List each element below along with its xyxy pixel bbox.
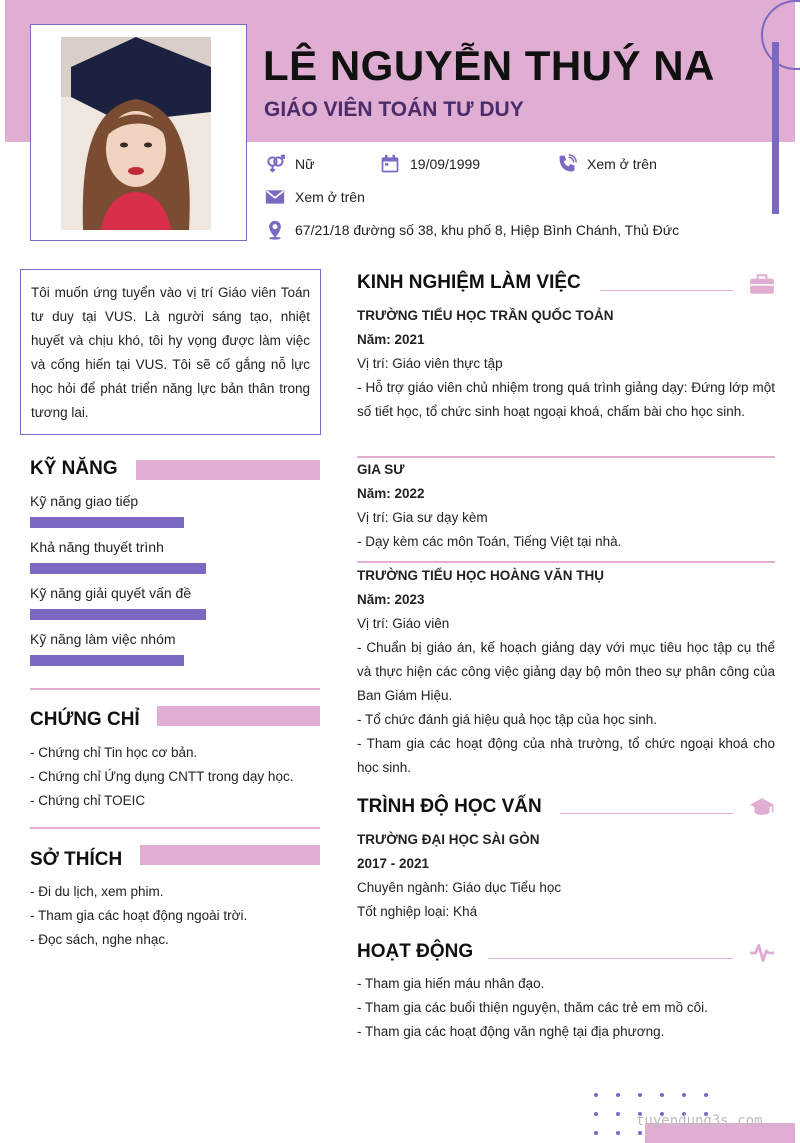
hobbies-title: SỞ THÍCH <box>30 849 123 870</box>
job-detail: - Chuẩn bị giáo án, kế hoạch giảng dạy với mục tiêu học tập cụ thể và thực hiện các công việc giảng dạy bộ môn theo sự phân công của Ban Giám Hiệu. <box>357 640 775 703</box>
job-organization: GIA SƯ <box>357 462 405 477</box>
email-value: Xem ở trên <box>295 189 365 205</box>
section-divider <box>30 688 320 690</box>
skill-label: Kỹ năng làm việc nhóm <box>30 631 176 647</box>
address-info <box>265 220 679 240</box>
birthday-value: 19/09/1999 <box>410 156 481 172</box>
job-position: Vị trí: Giáo viên thực tập <box>357 356 503 371</box>
watermark: tuyendung3s.com <box>636 1113 763 1129</box>
career-objective: Tôi muốn ứng tuyển vào vị trí Giáo viên Toán tư duy tại VUS. Là người sáng tạo, nhiệt huyết và chịu khó, tôi hy vọng được làm việc và cống hiến tại VUS. Tôi sẽ cố gắng nỗ lực học hỏi để phát triển năng lực bản thân trong tương lai. <box>20 269 321 435</box>
phone-value: Xem ở trên <box>587 156 657 172</box>
job-separator <box>357 561 775 563</box>
email-info <box>265 187 365 207</box>
activities-title: HOẠT ĐỘNG <box>357 941 474 962</box>
job-year: Năm: 2022 <box>357 486 425 501</box>
list-item: - Tham gia các hoạt động ngoài trời. <box>30 908 248 923</box>
job-year: Năm: 2021 <box>357 332 425 347</box>
skill-label: Khả năng thuyết trình <box>30 539 164 555</box>
list-item: - Tham gia các buổi thiện nguyện, thăm các trẻ em mồ côi. <box>357 1000 708 1015</box>
graduation-cap-icon <box>749 795 775 821</box>
skill-level-bar <box>30 655 184 666</box>
job-organization: TRƯỜNG TIỂU HỌC TRẦN QUỐC TOẢN <box>357 308 614 323</box>
gender-icon <box>265 154 285 174</box>
education-entry <box>357 828 775 924</box>
hobbies-list <box>30 880 320 952</box>
job-year: Năm: 2023 <box>357 592 425 607</box>
job-entry <box>357 564 775 780</box>
candidate-name: LÊ NGUYỄN THUÝ NA <box>263 42 715 89</box>
school-name: TRƯỜNG ĐẠI HỌC SÀI GÒN <box>357 832 540 847</box>
job-position: Vị trí: Giáo viên <box>357 616 450 631</box>
section-divider <box>30 827 320 829</box>
skills-title-bar <box>136 460 320 480</box>
list-item: - Chứng chỉ Ứng dụng CNTT trong dạy học. <box>30 769 294 784</box>
skill-level-bar <box>30 609 206 620</box>
job-detail: - Dạy kèm các môn Toán, Tiếng Việt tại nhà. <box>357 534 622 549</box>
list-item: - Chứng chỉ Tin học cơ bản. <box>30 745 198 760</box>
certificates-list <box>30 741 320 813</box>
list-item: - Tham gia các hoạt động văn nghệ tại địa phương. <box>357 1024 665 1039</box>
job-detail: - Hỗ trợ giáo viên chủ nhiệm trong quá trình giảng dạy: Đứng lớp một số tiết học, tổ chức sinh hoạt ngoại khoá, chấm bài cho học sinh. <box>357 380 775 419</box>
gender-value: Nữ <box>295 156 315 172</box>
skill-level-bar <box>30 563 206 574</box>
job-detail: - Tham gia các hoạt động của nhà trường, tổ chức ngoại khoá cho học sinh. <box>357 736 775 775</box>
location-pin-icon <box>265 220 285 240</box>
decorative-bar <box>772 42 779 214</box>
skill-label: Kỹ năng giải quyết vấn đề <box>30 585 192 601</box>
activities-title-line <box>488 958 733 959</box>
study-years: 2017 - 2021 <box>357 856 430 871</box>
experience-title: KINH NGHIỆM LÀM VIỆC <box>357 272 581 293</box>
briefcase-icon <box>749 271 775 297</box>
candidate-title: GIÁO VIÊN TOÁN TƯ DUY <box>264 98 524 121</box>
phone-icon <box>557 154 577 174</box>
profile-photo <box>61 37 211 230</box>
graduation-grade: Tốt nghiệp loại: Khá <box>357 904 478 919</box>
experience-title-line <box>600 290 733 291</box>
job-entry <box>357 458 775 554</box>
skill-label: Kỹ năng giao tiếp <box>30 493 139 509</box>
skill-level-bar <box>30 517 184 528</box>
certificates-title-bar <box>157 706 320 726</box>
job-entry <box>357 304 775 424</box>
phone-info <box>557 154 657 174</box>
hobbies-title-bar <box>140 845 320 865</box>
list-item: - Đọc sách, nghe nhạc. <box>30 932 169 947</box>
certificates-title: CHỨNG CHỈ <box>30 709 140 730</box>
skills-title: KỸ NĂNG <box>30 458 118 479</box>
job-organization: TRƯỜNG TIỂU HỌC HOÀNG VĂN THỤ <box>357 568 604 583</box>
calendar-icon <box>380 154 400 174</box>
job-detail: - Tổ chức đánh giá hiệu quả học tập của học sinh. <box>357 712 657 727</box>
birthday-info <box>380 154 480 174</box>
education-title: TRÌNH ĐỘ HỌC VẤN <box>357 796 542 817</box>
education-title-line <box>560 813 733 814</box>
list-item: - Đi du lịch, xem phim. <box>30 884 164 899</box>
activities-list <box>357 972 775 1044</box>
pulse-icon <box>749 940 775 966</box>
list-item: - Tham gia hiến máu nhân đạo. <box>357 976 545 991</box>
list-item: - Chứng chỉ TOEIC <box>30 793 146 808</box>
job-position: Vị trí: Gia sư dạy kèm <box>357 510 488 525</box>
address-value: 67/21/18 đường số 38, khu phố 8, Hiệp Bình Chánh, Thủ Đức <box>295 222 680 238</box>
photo-frame <box>30 24 247 241</box>
gender-info <box>265 154 314 174</box>
email-icon <box>265 187 285 207</box>
major: Chuyên ngành: Giáo dục Tiểu học <box>357 880 562 895</box>
